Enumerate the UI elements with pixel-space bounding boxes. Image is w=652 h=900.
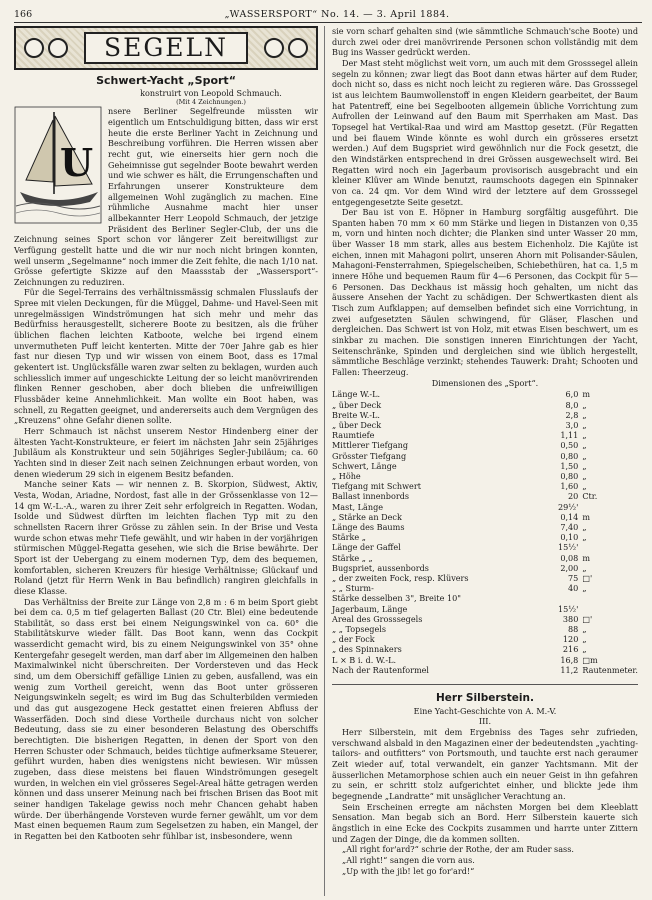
dimension-row (332, 522, 638, 532)
dimension-label: Mittlerer Tiefgang (332, 440, 409, 451)
dimension-unit: „ (582, 623, 587, 634)
dimension-label: „ „ Sturm- (332, 583, 374, 594)
section-divider (332, 684, 638, 685)
dimension-label: Nach der Rautenformel (332, 664, 430, 675)
dimension-label: „ Höhe (332, 470, 361, 481)
dimension-value: 216 (562, 644, 579, 655)
paragraph: „All right!“ sangen die vorn aus. (342, 854, 475, 865)
right-column (332, 26, 638, 876)
dimension-row (332, 410, 638, 420)
dimension-unit: m (582, 511, 591, 522)
dimension-label: Schwert, Länge (332, 460, 397, 471)
dimension-label: „ Stärke an Deck (332, 511, 402, 522)
dimension-value: 88 (568, 623, 579, 634)
dimension-value: 0,10 (560, 532, 579, 543)
dimension-label: Areal des Grosssegels (332, 613, 423, 624)
dimension-value: 16,8 (560, 654, 579, 665)
paragraph: „All right for'ard?“ schrie der Rothe, der am Ruder sass. (342, 844, 574, 855)
dimension-value: 1,11 (560, 430, 579, 441)
dimension-label: „ „ Topsegels (332, 623, 387, 634)
dimension-row (332, 532, 638, 542)
page-number: 166 (14, 8, 33, 20)
paragraph: Sein Erscheinen erregte am nächsten Morgen bei dem Kleeblatt Sensation. Man begab sich an Bord. Herr Silberstein kauerte sich ängstlich in eine Ecke des Cockpits zusammen und harrte unter Zittern und Zagen der Dinge, die da kommen sollten. (332, 801, 638, 844)
dimension-unit: „ (582, 450, 587, 461)
dimension-value: 3,0 (565, 419, 579, 430)
dimension-value: 20 (568, 491, 579, 502)
paragraph: sie vorn scharf gehalten sind (wie sämmtliche Schmauch'sche Boote) und durch zwei oder drei manövrirende Personen schon vollständig mit dem Bug ins Wasser gedrückt werden. (332, 26, 638, 58)
dimension-row (332, 481, 638, 491)
dimension-value: 15½' (557, 603, 579, 614)
section-title: SEGELN (84, 32, 248, 64)
dimension-unit: Ctr. (582, 491, 598, 502)
dimension-unit (582, 542, 638, 552)
dimension-unit: „ (582, 440, 587, 451)
paragraph: Der Bau ist von E. Höpner in Hamburg sorgfältig ausgeführt. Die Spanten haben 70 mm × 60 mm Stärke und liegen in Distanzen von 0,35 m, vorn und hinten noch dichter; die Planken sind unter Wasser 20 mm, über Wasser 18 mm stark, alles aus bestem Eichenholz. Die Kajüte ist eichen, innen mit Mahagoni polirt, unseren Ahorn mit Polisander-Säulen, Mahagoni-Fensterrahmen, Spiegelscheiben, Schiebethüren, hat ca. 1,5 m innere Höhe und bequemen Raum für 4—6 Personen, das Cockpit für 5—6 Personen. Das Deckhaus ist mässig hoch gehalten, um nicht das äussere Ansehen der Yacht zu schädigen. Der Schwertkasten dient als Tisch zum Aufklappen; auf demselben befindet sich eine Vorrichtung, in zwei aufgesetzten Säulen schwingend, für Gläser, Flaschen und dergleichen. Das Schwert ist von Holz, mit etwas Eisen beschwert, um es sinkbar zu machen. Die sonstigen inneren Einrichtungen der Yacht, Seitenschränke, Spinden und dergleichen sind wie üblich hergestellt, sämmtliche Beschläge verzinkt; stehendes Tauwerk: Draht; Schooten und Fallen: Theerzeug. (332, 207, 638, 377)
dimension-label: „ über Deck (332, 399, 382, 410)
dimension-value: 0,14 (560, 511, 579, 522)
dimension-value: 15½' (557, 542, 579, 553)
dimension-unit: „ (582, 521, 587, 532)
dimension-unit: m (582, 389, 591, 400)
dimension-row (332, 440, 638, 450)
dimension-label: L × B i. d. W.-L. (332, 654, 397, 665)
dimension-row (332, 461, 638, 471)
dimension-unit: „ (582, 532, 587, 543)
dimension-label: Stärke desselben 3", Breite 10" (332, 593, 462, 604)
dimensions-table (332, 389, 638, 675)
dimension-unit: „ (582, 470, 587, 481)
dimension-row (332, 553, 638, 563)
story-subtitle: Eine Yacht-Geschichte von A. M.-V. (413, 705, 557, 716)
dimension-row (332, 563, 638, 573)
story-section-number: III. (478, 716, 492, 727)
dimension-label: Grösster Tiefgang (332, 450, 407, 461)
dimension-label: „ des Spinnakers (332, 644, 402, 655)
yacht-illustration (14, 106, 102, 224)
dimension-value: 6,0 (565, 389, 579, 400)
dimension-row (332, 593, 638, 603)
dimension-label: Stärke „ (332, 532, 366, 543)
dimension-row (332, 491, 638, 501)
ornament-icon (24, 38, 44, 58)
paragraph: Herr Schmauch ist nächst unserem Nestor Hindenberg einer der ältesten Yacht-Konstrukteure, er feiert im nächsten Jahr sein 25jähriges Jubiläum als Konstrukteur und sein 50jähriges Segler-Jubiläum; ca. 60 Yachten sind in dieser Zeit nach seinen Zeichnungen erbaut worden, von denen wiederum 29 sich in eigenem Besitz befanden. (14, 426, 318, 479)
ornament-icon (48, 38, 68, 58)
dimension-unit: „ (582, 419, 587, 430)
dimension-row (332, 430, 638, 440)
dimension-unit: „ (582, 583, 587, 594)
svg-text:U: U (60, 140, 94, 186)
dimension-value: 29½' (557, 501, 579, 512)
ornament-icon (288, 38, 308, 58)
paragraph: Für die Segel-Terrains des verhältnissmässig schmalen Flusslaufs der Spree mit vielen Deckungen, für die Müggel, Dahme- und Havel-Seen mit unregelmässigen Windströmungen hat sich mehr und mehr das Bedürfniss herausgestellt, sicherere Boote zu besitzen, als die früher üblichen flachen leichten Katboote, welche bei irgend einem unvermutheten Puff leicht kenterten. Mitte der 70er Jahre gab es hier fast nur diesen Typ und wir wissen von einem Boot, dass es 17mal gekentert ist. Unglücksfälle waren zwar selten zu beklagen, wurden auch schliesslich immer auf ungeschickte Leitung der so leicht manövrirenden flinken Renner geschoben, aber doch blieben die unfreiwilligen Flussbäder keine Annehmlichkeit. Man wollte ein Boot haben, was schnell, zu Regatten geeignet, und andererseits auch dem Vergnügen des „Kreuzens“ ohne Gefahr dienen sollte. (14, 287, 318, 426)
dimension-label: Mast, Länge (332, 501, 384, 512)
dimension-value: 0,08 (560, 552, 579, 563)
dimension-value (529, 593, 582, 603)
dimension-label: „ der zweiten Fock, resp. Klüvers (332, 572, 469, 583)
running-header (14, 6, 642, 23)
dimension-unit: □' (582, 613, 593, 624)
dimension-label: Jagerbaum, Länge (332, 603, 408, 614)
dimension-label: Länge des Baums (332, 521, 405, 532)
paragraph: Der Mast steht möglichst weit vorn, um auch mit dem Grosssegel allein segeln zu können; zwar liegt das Boot dann etwas härter auf dem Ruder, doch nicht so, dass es nicht noch leicht zu regieren wäre. Das Grosssegel ist aus leichtem Baumwollenstoff in engen Kleidern gearbeitet, der Baum hat Patentreff, eine bei Segelbooten allgemein übliche Vorrichtung zum Aufrollen der Leinwand auf den Baum mit Sperrhaken am Mast. Das Topsegel hat Vertikal-Raa und wird am Masttop gesetzt. (Für Regatten und bei flauem Winde könnte es wohl durch ein grösseres ersetzt werden.) Auf dem Bugspriet wird gewöhnlich nur die Fock gesetzt, die den Windstärken entsprechend in drei Grössen ausgewechselt wird. Bei Regatten wird noch ein Jagerbaum provisorisch ausgebracht und ein kleiner Klüver am Winde benutzt, raumschoots dagegen ein Spinnaker von ca. 24 qm. Vor dem Wind wird der letztere auf dem Grosssegel entgegengesetzte Seite gesetzt. (332, 57, 638, 207)
dimension-row (332, 655, 638, 665)
dimension-unit: „ (582, 644, 587, 655)
dimension-value: 380 (562, 613, 579, 624)
dimension-label: Tiefgang mit Schwert (332, 481, 421, 492)
paragraph: Herr Silberstein, mit dem Ergebniss des Tages sehr zufrieden, verschwand alsbald in den Magazinen einer der bedeutendsten „yachting-tailors- and outfitters“ von Portsmouth, und tauchte erst nach geraumer Zeit wieder auf, total verwandelt, ein ganzer Yachtsmann. Mit der äusserlichen Metamorphose schien auch ein neuer Geist in ihn gefahren zu sein, er schritt stolz aufgerichtet einher, und blickte jede ihm begegnende „Landratte“ mit unsäglicher Verachtung an. (332, 726, 638, 801)
dimension-unit (582, 593, 638, 603)
dimension-unit: „ (582, 460, 587, 471)
dimension-value: 0,50 (560, 440, 579, 451)
dimension-row (332, 604, 638, 614)
paragraph: Manche seiner Kats — wir nennen z. B. Skorpion, Südwest, Aktiv, Vesta, Wodan, Ariadne, Nordost, fast alle in der Grössenklasse von 12—14 qm W.-L.-A., waren zu ihrer Zeit sehr erfolgreich in Regatten. Wodan, Isolde und Südwest dürften im leichten flachen Typ mit zu den schnellsten Racern ihrer Grösse zu zählen sein. In der Brise und Vesta wurde schon etwas mehr Tiefe gewählt, und wir haben in der vorjährigen stürmischen Müggel-Regatta gesehen, wie sich die Brise bewährte. Der Sport ist der Uebergang zu einem modernen Typ, dem des bequemen, komfortablen, sicheren Kreuzers für hiesige Verhältnisse; Glückauf und Roland (jetzt für Herrn Wenk in Bau befindlich) rangiren gleichfalls in diese Klasse. (14, 479, 318, 596)
dimension-row (332, 502, 638, 512)
dimension-value: 8,0 (565, 399, 579, 410)
dimension-label: Länge W.-L. (332, 389, 381, 400)
dimension-unit: □m (582, 654, 598, 665)
dimension-row (332, 400, 638, 410)
journal-title: „WASSERSPORT“ No. 14. — 3. April 1884. (224, 8, 450, 20)
dimension-value: 2,8 (565, 409, 579, 420)
article-note: (Mit 4 Zeichnungen.) (176, 98, 246, 107)
dimension-row (332, 665, 638, 675)
dimension-row (332, 583, 638, 593)
article-byline: konstruirt von Leopold Schmauch. (140, 87, 282, 98)
dimension-row (332, 624, 638, 634)
dimension-unit: □' (582, 572, 593, 583)
paragraph: „Up with the jib! let go for'ard!“ (342, 865, 475, 876)
dimension-unit: „ (582, 562, 587, 573)
dimension-row (332, 471, 638, 481)
dimension-row (332, 512, 638, 522)
dimension-unit: „ (582, 430, 587, 441)
dimension-unit (582, 604, 638, 614)
section-banner (14, 26, 318, 70)
dimension-unit: „ (582, 634, 587, 645)
ornament-icon (264, 38, 284, 58)
paragraph: Das Verhältniss der Breite zur Länge von 2,8 m : 6 m beim Sport giebt bei dem ca. 0,5 m tief gelagerten Ballast (20 Ctr. Blei) eine bedeutende Stabilität, so dass erst bei einem Neigungswinkel von ca. 60° die Stabilitätskurve wieder fällt. Das Boot kann, wenn das Cockpit wasserdicht gemacht wird, bis zu einem Neigungswinkel von 35° ohne Kentergefahr gesegelt werden, man darf aber im Allgemeinen den halben Maximalwinkel nicht überschreiten. Der Vordersteven und das Heck sind, um dem Obersichiff gefällige Linien zu geben, ausfallend, was ein wenig zum Vortheil gereicht, wenn das Boot unter grösseren Neigungswinkeln segelt; es wird im Bug das Schulterbilden vermieden und das gut ausgezogene Heck gestattet einen freieren Abfluss der Wasserfäden. Doch sind diese Vortheile durchaus nicht von solcher Bedeutung, dass sie zu einer besonderen Belastung des Oberschiffs berechtigten. Die bisherigen Regatten, in denen der Sport von den Herren Schuster oder Schmauch, beides tüchtige aufmerksame Steuerer, geführt wurden, haben dies wenigstens nicht bewiesen. Wir müssen zugeben, dass diese meistens bei flauen Windströmungen gesegelt wurden, in welchen ein viel grösseres Segel-Areal hätte getragen werden können und dass unserer Meinung nach bei frischen Brisen das Boot mit seiner handigen Takelage gewiss noch mehr Chancen gehabt haben würde. Der überhängende Vorsteven wurde ferner gewählt, um vor dem Mast einen bequemen Raum zum Segelsetzen zu haben, ein Mangel, der in Regatten bei den Katbooten sehr fühlbar ist, insbesondere, wenn (14, 596, 318, 841)
dimension-label: Bugspriet, aussenbords (332, 562, 429, 573)
dimension-label: Ballast innenbords (332, 491, 410, 502)
dimension-unit: m (582, 552, 591, 563)
dimension-value: 75 (568, 572, 579, 583)
dimension-label: „ der Fock (332, 634, 375, 645)
dimension-value: 0,80 (560, 470, 579, 481)
dimension-value: 0,80 (560, 450, 579, 461)
dimension-value: 40 (568, 583, 579, 594)
dimension-unit: „ (582, 399, 587, 410)
dimension-label: Breite W.-L. (332, 409, 380, 420)
dimension-value: 120 (562, 634, 579, 645)
sailboat-icon (14, 106, 102, 224)
dimension-unit: Rautenmeter. (582, 664, 638, 675)
dimension-value: 2,00 (560, 562, 579, 573)
dimension-label: Raumtiefe (332, 430, 375, 441)
dimensions-title: Dimensionen des „Sport“. (431, 377, 539, 388)
dimension-label: Stärke „ „ (332, 552, 373, 563)
dimension-row (332, 573, 638, 583)
dimension-row (332, 634, 638, 644)
dimension-unit (582, 502, 638, 512)
story-title: Herr Silberstein. (436, 692, 534, 704)
dimension-unit: „ (582, 481, 587, 492)
dimension-row (332, 542, 638, 552)
dimension-value: 7,40 (560, 521, 579, 532)
article-title: Schwert-Yacht „Sport“ (96, 74, 236, 87)
dimension-label: Länge der Gaffel (332, 542, 401, 553)
dimension-value: 11,2 (560, 664, 579, 675)
dimension-row (332, 389, 638, 399)
dimension-row (332, 614, 638, 624)
dimension-label: „ über Deck (332, 419, 382, 430)
dimension-row (332, 644, 638, 654)
dimension-row (332, 420, 638, 430)
left-column (14, 26, 318, 842)
paragraph: nsere Berliner Segelfreunde müssten wir eigentlich um Entschuldigung bitten, dass wir erst heute die erste Berliner Yacht in Zeichnung und Beschreibung vorführen. Die Herren wissen aber recht gut, wie einerseits hier gern noch die Geheimnisse gut segelnder Boote bewahrt werden und wie schwer es hält, die Errungenschaften und Erfahrungen unserer Konstrukteure dem allgemeinen Wohl zugänglich zu machen. Eine rühmliche Ausnahme macht hier unser allbekannter Herr Leopold Schmauch, der jetzige Präsident des Berliner Segler-Club, der uns die Zeichnung seines Sport schon vor längerer Zeit bereitwilligst zur Verfügung gestellt hatte und die wir nur noch nicht bringen konnten, weil unserm „Segelmanne“ noch immer die Zeit fehlte, die nach 1/10 nat. Grösse gefertigte Skizze auf den Maassstab der „Wassersport“-Zeichnungen zu reduziren. (14, 106, 318, 287)
dimension-row (332, 451, 638, 461)
dimension-value: 1,50 (560, 460, 579, 471)
dimension-value: 1,60 (560, 481, 579, 492)
column-divider (324, 26, 325, 896)
dimension-unit: „ (582, 409, 587, 420)
